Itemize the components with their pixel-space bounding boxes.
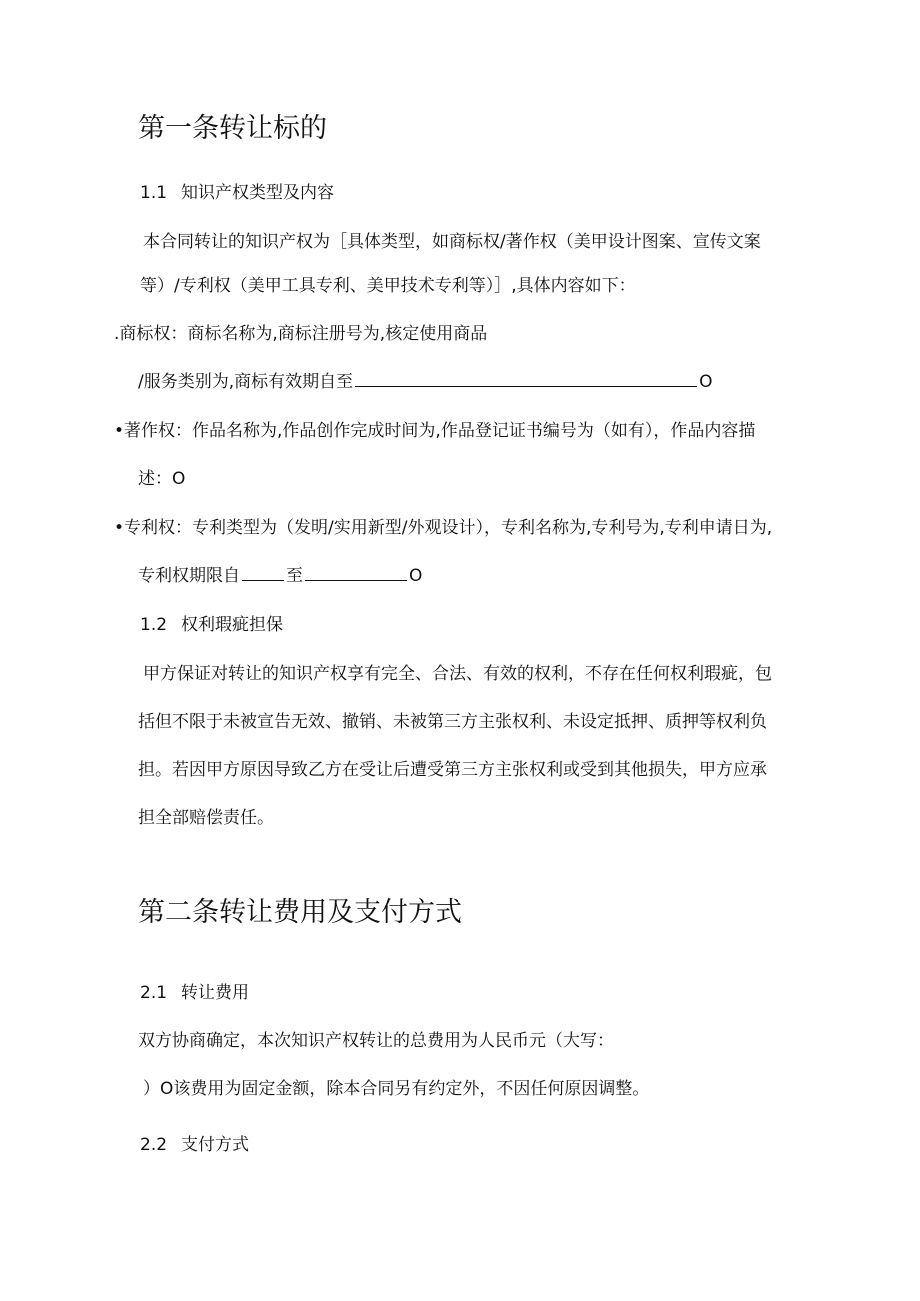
trademark-item: .商标权：商标名称为,商标注册号为,核定使用商品 (114, 324, 488, 344)
article-1-heading: 第一条转让标的 (138, 113, 327, 144)
section-number: 2.2 (140, 1135, 168, 1155)
patent-term-text: 专利权期限自 (138, 566, 240, 586)
paragraph-line: 双方协商确定，本次知识产权转让的总费用为人民币元（大写： (138, 1031, 614, 1051)
section-title: 知识产权类型及内容 (181, 183, 335, 203)
paragraph-line: 等）/专利权（美甲工具专利、美甲技术专利等）］,具体内容如下： (140, 276, 636, 296)
paragraph-line: 担。若因甲方原因导致乙方在受让后遭受第三方主张权利或受到其他损失，甲方应承 (138, 760, 767, 780)
trademark-text: /服务类别为,商标有效期自至 (138, 372, 354, 392)
paragraph-line: 甲方保证对转让的知识产权享有完全、合法、有效的权利，不存在任何权利瑕疵，包 (143, 664, 772, 684)
paragraph-line: 括但不限于未被宣告无效、撤销、未被第三方主张权利、未设定抵押、质押等权利负 (138, 712, 767, 732)
patent-item: •专利权：专利类型为（发明/实用新型/外观设计），专利名称为,专利号为,专利申请日为, (114, 518, 773, 538)
trademark-item-cont (138, 370, 713, 394)
copyright-item: •著作权：作品名称为,作品创作完成时间为,作品登记证书编号为（如有），作品内容描 (114, 421, 756, 441)
section-title: 支付方式 (181, 1135, 250, 1155)
paragraph-line: ）O该费用为固定金额，除本合同另有约定外，不因任何原因调整。 (143, 1079, 650, 1099)
paragraph-line: 担全部赔偿责任。 (138, 808, 274, 828)
patent-end: O (409, 566, 423, 586)
section-1-1-heading (140, 181, 334, 205)
patent-item-cont (138, 564, 422, 588)
section-2-2-heading (140, 1133, 249, 1157)
copyright-item-cont: 述：O (138, 469, 186, 489)
patent-to-text: 至 (286, 566, 303, 586)
paragraph-line: 本合同转让的知识产权为［具体类型，如商标权/著作权（美甲设计图案、宣传文案 (143, 232, 761, 252)
article-2-heading: 第二条转让费用及支付方式 (138, 897, 462, 928)
section-2-1-heading (140, 981, 249, 1005)
section-number: 2.1 (140, 983, 168, 1003)
section-number: 1.2 (140, 615, 168, 635)
fill-in-blank (242, 564, 284, 581)
fill-in-blank (305, 564, 407, 581)
section-number: 1.1 (140, 183, 168, 203)
section-title: 权利瑕疵担保 (181, 615, 284, 635)
section-title: 转让费用 (181, 983, 250, 1003)
section-1-2-heading (140, 613, 283, 637)
fill-in-blank (355, 370, 697, 387)
trademark-end: O (699, 372, 713, 392)
